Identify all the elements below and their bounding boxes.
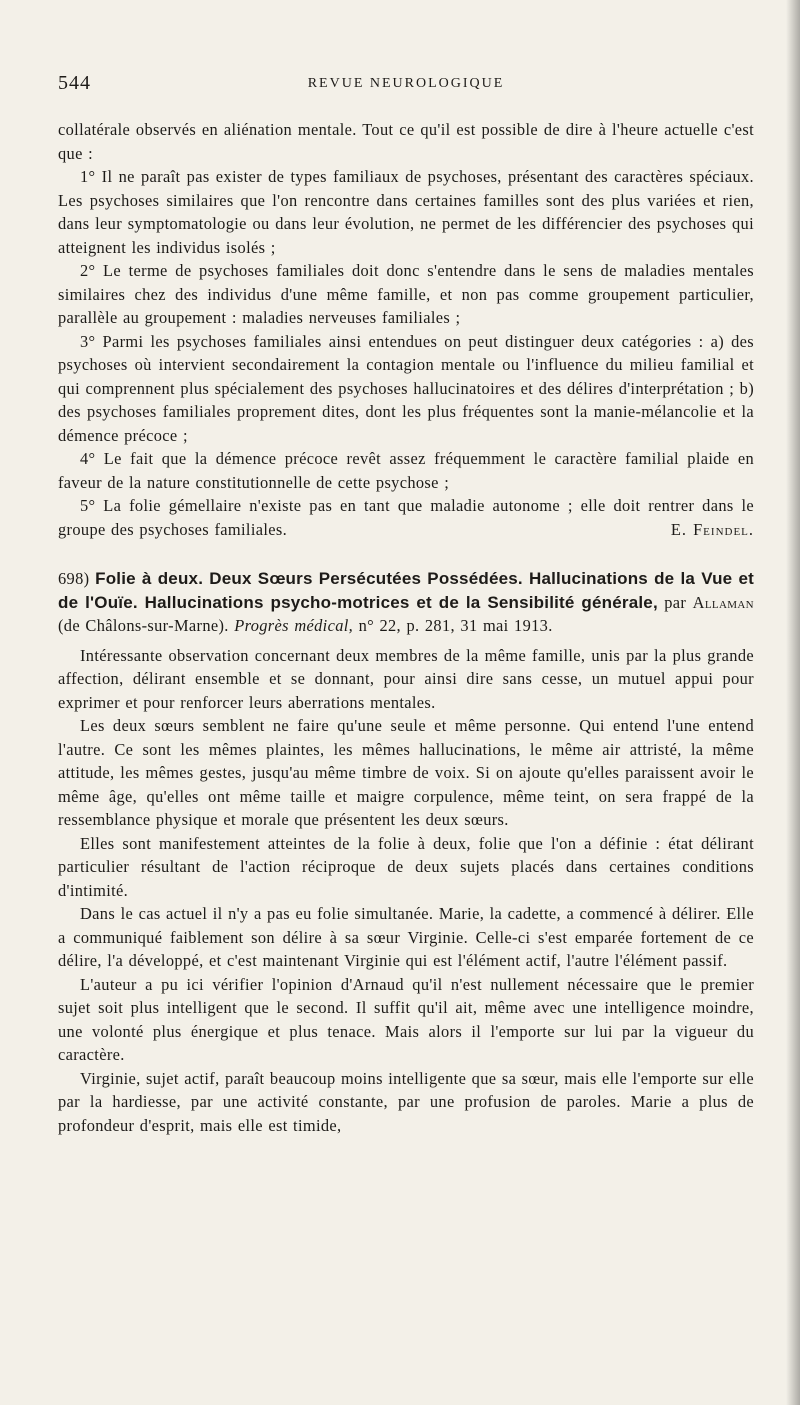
conclusion-2: 2° Le terme de psychoses familiales doit donc s'entendre dans le sens de maladies mentales similaires chez des individus d'une même famille, et non pas comme groupement particulier, parallèle au groupement : maladies nerveuses familiales ; xyxy=(58,261,754,327)
previous-article-conclusions xyxy=(58,118,754,541)
journal-title: REVUE NEUROLOGIQUE xyxy=(307,76,505,91)
entry-source: Progrès médical, xyxy=(234,616,354,635)
body-paragraph-6: Virginie, sujet actif, paraît beaucoup moins intelligente que sa sœur, mais elle l'emporte sur elle par la hardiesse, par une activité constante, par une profusion de paroles. Marie a plus de profondeur d'esprit, mais elle est timide, xyxy=(58,1068,754,1135)
conclusion-5 xyxy=(58,494,754,541)
body-paragraph-1: Intéressante observation concernant deux membres de la même famille, unis par la plus grande affection, délirant ensemble et se donnant, pour ainsi dire sans cesse, un mutuel appui pour exprimer et pour renforcer leurs aberrations mentales. xyxy=(58,645,754,712)
entry-affiliation: (de Châlons-sur-Marne). xyxy=(58,616,229,635)
running-header xyxy=(58,72,754,96)
abstract-entry-698 xyxy=(58,567,754,1137)
conclusion-3: 3° Parmi les psychoses familiales ainsi entendues on peut distinguer deux catégories : a) des psychoses où intervient secondairement la contagion mentale ou l'influence du milieu familial et qui comprennent plus spécialement des psychoses hallucinatoires et des délires d'interprétation ; b) des psychoses familiales proprement dites, dont les plus fréquentes sont la manie-mélancolie et la démence précoce ; xyxy=(58,331,754,445)
body-paragraph-5: L'auteur a pu ici vérifier l'opinion d'Arnaud qu'il n'est nullement nécessaire que le premier sujet soit plus intelligent que le second. Il suffit qu'il ait, même avec une intelligence moindre, une volonté plus énergique et plus tenace. Mais alors il l'emporte sur lui par la vigueur du caractère. xyxy=(58,974,754,1064)
entry-title: Folie à deux. Deux Sœurs Persécutées Possédées. Hallucinations de la Vue et de l'Ouïe. Hallucinations psycho-motrices et de la Sensibilité générale, xyxy=(58,569,754,612)
entry-by: par xyxy=(664,592,687,612)
entry-citation: n° 22, p. 281, 31 mai 1913. xyxy=(358,616,553,635)
paragraph-continuation: collatérale observés en aliénation mentale. Tout ce qu'il est possible de dire à l'heure actuelle c'est que : xyxy=(58,120,754,163)
journal-page xyxy=(58,72,754,1137)
body-paragraph-2: Les deux sœurs semblent ne faire qu'une seule et même personne. Qui entend l'une entend l'autre. Ce sont les mêmes plaintes, les mêmes hallucinations, le même air attristé, la même attitude, les mêmes gestes, jusqu'au même timbre de voix. Si on ajoute qu'elles paraissent avoir le même âge, qu'elles ont même taille et maigre corpulence, même teint, on sera frappé de la ressemblance physique et morale que présentent les deux sœurs. xyxy=(58,716,754,829)
entry-number: 698) xyxy=(58,569,90,588)
conclusion-4: 4° Le fait que la démence précoce revêt assez fréquemment le caractère familial plaide en faveur de la nature constitutionnelle de cette psychose ; xyxy=(58,449,754,492)
body-paragraph-3: Elles sont manifestement atteintes de la folie à deux, folie que l'on a définie : état délirant particulier résultant de l'action réciproque de deux sujets placés dans certaines conditions d'intimité. xyxy=(58,833,754,900)
entry-heading xyxy=(58,567,754,638)
entry-author: Allaman xyxy=(692,592,754,612)
conclusion-1: 1° Il ne paraît pas exister de types familiaux de psychoses, présentant des caractères spéciaux. Les psychoses similaires que l'on rencontre dans certaines familles sont des plus variées et rien, dans leur symptomatologie ou dans leur évolution, ne permet de les différencier des psychoses qui atteignent les individus isolés ; xyxy=(58,167,754,257)
entry-heading-line xyxy=(58,567,754,638)
scan-edge-shadow xyxy=(786,0,800,1405)
page-number: 544 xyxy=(58,72,91,94)
conclusion-5-text: 5° La folie gémellaire n'existe pas en tant que maladie autonome ; elle doit rentrer dans le groupe des psychoses familiales. xyxy=(58,496,754,539)
body-paragraph-4: Dans le cas actuel il n'y a pas eu folie simultanée. Marie, la cadette, a commencé à délirer. Elle a communiqué faiblement son délire à sa sœur Virginie. Celle-ci s'est emparée fortement de ce délire, l'a développé, et c'est maintenant Virginie qui est l'élément actif, l'autre l'élément passif. xyxy=(58,904,754,970)
author-signature: E. Feindel. xyxy=(670,519,754,539)
